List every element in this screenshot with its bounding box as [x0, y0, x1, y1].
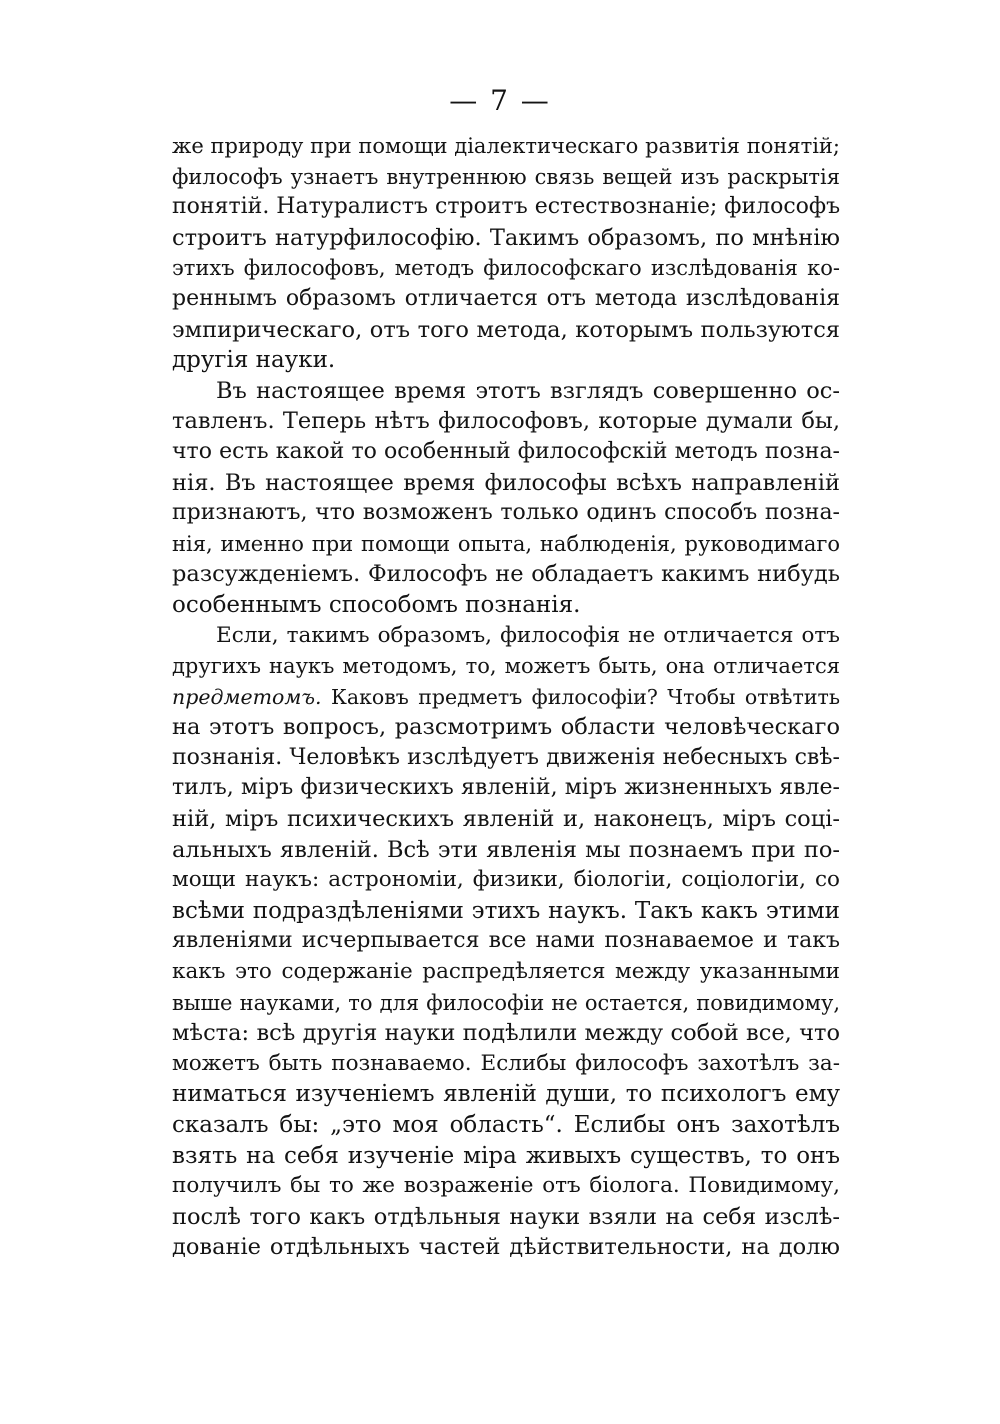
text-line: другія науки. — [172, 347, 336, 374]
page-number: — 7 — — [449, 84, 551, 117]
text-line: тавленъ. Теперь нѣтъ философовъ, которые думали бы, — [172, 408, 840, 435]
italic-word: предметомъ. — [172, 684, 322, 709]
text-line: получилъ бы то же возраженіе отъ біолога. Повидимому, — [172, 1173, 840, 1199]
text-line: мощи наукъ: астрономіи, физики, біологіи, соціологіи, со — [172, 867, 840, 893]
text-line: взять на себя изученіе міра живыхъ существъ, то онъ — [172, 1142, 840, 1169]
text-line: строитъ натурфилософію. Такимъ образомъ, по мнѣнію — [172, 224, 840, 251]
text-line: нія. Въ настоящее время философы всѣхъ направленій — [172, 469, 840, 496]
text-line: дованіе отдѣльныхъ частей дѣйствительности, на долю — [172, 1234, 840, 1261]
text-line: сказалъ бы: „это моя область“. Еслибы онъ захотѣлъ — [172, 1112, 840, 1138]
text-line: познанія. Человѣкъ изслѣдуетъ движенія небесныхъ свѣ- — [172, 744, 840, 770]
paragraph-1 — [172, 131, 840, 376]
text-line: Въ настоящее время этотъ взглядъ совершенно ос- — [216, 377, 840, 404]
text-line: на этотъ вопросъ, разсмотримъ области человѣческаго — [172, 714, 840, 741]
text-line: особеннымъ способомъ познанія. — [172, 591, 581, 618]
text-line: понятій. Натуралистъ строитъ естествознаніе; философъ — [172, 194, 841, 220]
text-line-rest: Каковъ предметъ философіи? Чтобы отвѣтить — [330, 684, 840, 709]
text-line: же природу при помощи діалектическаго развитія понятій; — [172, 134, 840, 158]
paragraph-2 — [172, 376, 840, 621]
text-line: что есть какой то особенный философскій методъ позна- — [172, 438, 840, 464]
text-line: всѣми подраздѣленіями этихъ наукъ. Такъ какъ этими — [172, 897, 840, 924]
text-line: какъ это содержаніе распредѣляется между указанными — [172, 959, 840, 985]
text-line: реннымъ образомъ отличается отъ метода изслѣдованія — [172, 285, 840, 311]
text-line: Если, такимъ образомъ, философія не отличается отъ — [216, 622, 840, 648]
text-line: эмпирическаго, отъ того метода, которымъ пользуются — [172, 316, 840, 343]
text-line — [172, 682, 840, 713]
text-line: выше науками, то для философіи не остается, повидимому, — [172, 990, 840, 1015]
paragraph-3 — [172, 621, 840, 1263]
text-line: нія, именно при помощи опыта, наблюденія, руководимаго — [172, 531, 840, 556]
text-line: философъ узнаетъ внутреннюю связь вещей изъ раскрытія — [172, 164, 840, 189]
text-line: разсужденіемъ. Философъ не обладаетъ какимъ нибудь — [172, 561, 840, 588]
text-line: ниматься изученіемъ явленій души, то психологъ ему — [172, 1081, 840, 1108]
text-line: послѣ того какъ отдѣльныя науки взяли на себя изслѣ- — [172, 1203, 840, 1230]
text-line: альныхъ явленій. Всѣ эти явленія мы познаемъ при по- — [172, 836, 840, 863]
text-line: тилъ, міръ физическихъ явленій, міръ жизненныхъ явле- — [172, 775, 840, 801]
text-line: мѣста: всѣ другія науки подѣлили между собой все, что — [172, 1020, 840, 1047]
text-line: этихъ философовъ, методъ философскаго изслѣдованія ко- — [172, 256, 840, 281]
text-line: ній, міръ психическихъ явленій и, наконецъ, міръ соці- — [172, 806, 840, 833]
body-text — [172, 131, 840, 1263]
text-line: другихъ наукъ методомъ, то, можетъ быть, она отличается — [172, 654, 840, 679]
text-line: явленіями исчерпывается все нами познаваемое и такъ — [172, 928, 840, 954]
text-line: можетъ быть познаваемо. Еслибы философъ захотѣлъ за- — [172, 1050, 840, 1076]
text-line: признаютъ, что возможенъ только одинъ способъ позна- — [172, 500, 840, 526]
